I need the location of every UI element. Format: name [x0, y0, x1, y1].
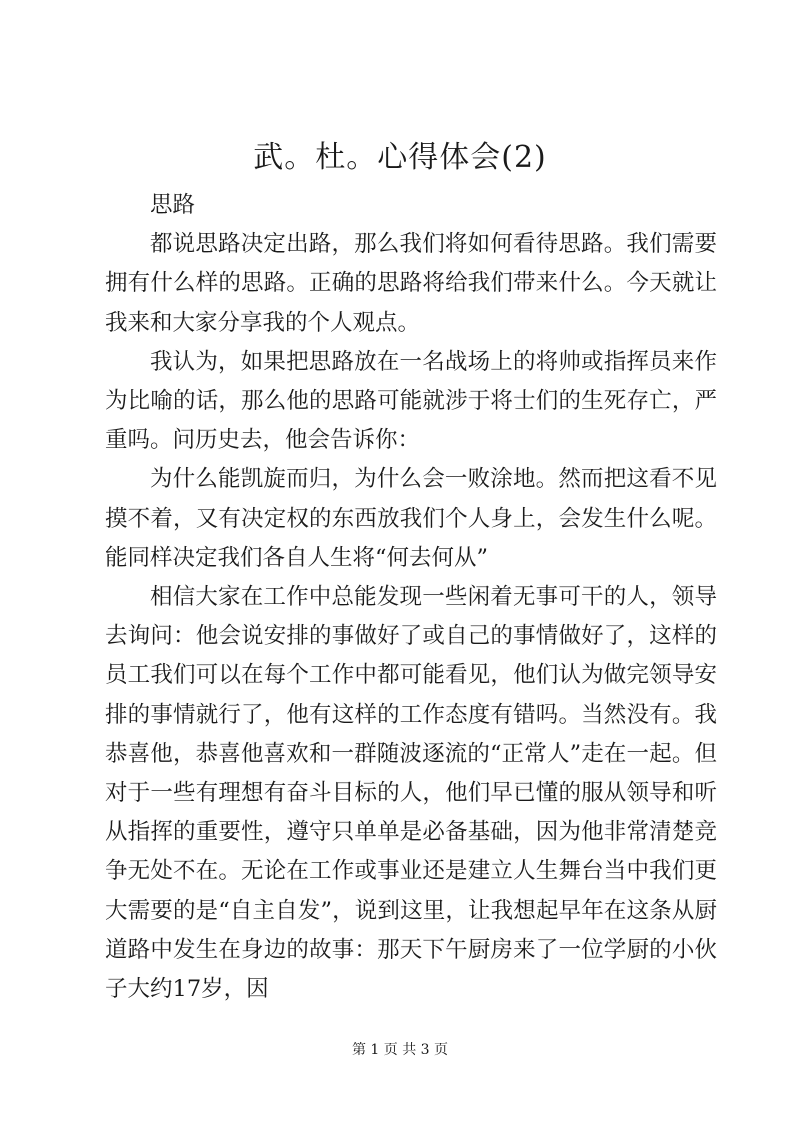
document-title: 武。杜。心得体会(2) [253, 140, 547, 175]
body-paragraph: 都说思路决定出路，那么我们将如何看待思路。我们需要拥有什么样的思路。正确的思路将给我们带来什么。今天就让我来和大家分享我的个人观点。 [105, 231, 717, 336]
body-paragraph: 我认为，如果把思路放在一名战场上的将帅或指挥员来作为比喻的话，那么他的思路可能就涉于将士们的生死存亡，严重吗。问历史去，他会告诉你： [105, 348, 717, 454]
body-paragraph: 思路 [150, 192, 196, 218]
body-paragraph: 为什么能凯旋而归，为什么会一败涂地。然而把这看不见摸不着，又有决定权的东西放我们个人身上，会发生什么呢。能同样决定我们各自人生将“何去何从” [105, 466, 717, 571]
body-paragraph: 相信大家在工作中总能发现一些闲着无事可干的人，领导去询问：他会说安排的事做好了或自己的事情做好了，这样的员工我们可以在每个工作中都可能看见，他们认为做完领导安排的事情就行了，他有这样的工作态度有错吗。当然没有。我恭喜他，恭喜他喜欢和一群随波逐流的“正常人”走在一起。但对于一些有理想有奋斗目标的人，他们早已懂的服从领导和听从指挥的重要性，遵守只单单是必备基础，因为他非常清楚竞争无处不在。无论在工作或事业还是建立人生舞台当中我们更大需要的是“自主自发”，说到这里，让我想起早年在这条从厨道路中发生在身边的故事：那天下午厨房来了一位学厨的小伙子大约17岁，因 [105, 584, 717, 1003]
document-body [105, 186, 717, 1009]
page-footer: 第 1 页 共 3 页 [351, 1042, 449, 1058]
